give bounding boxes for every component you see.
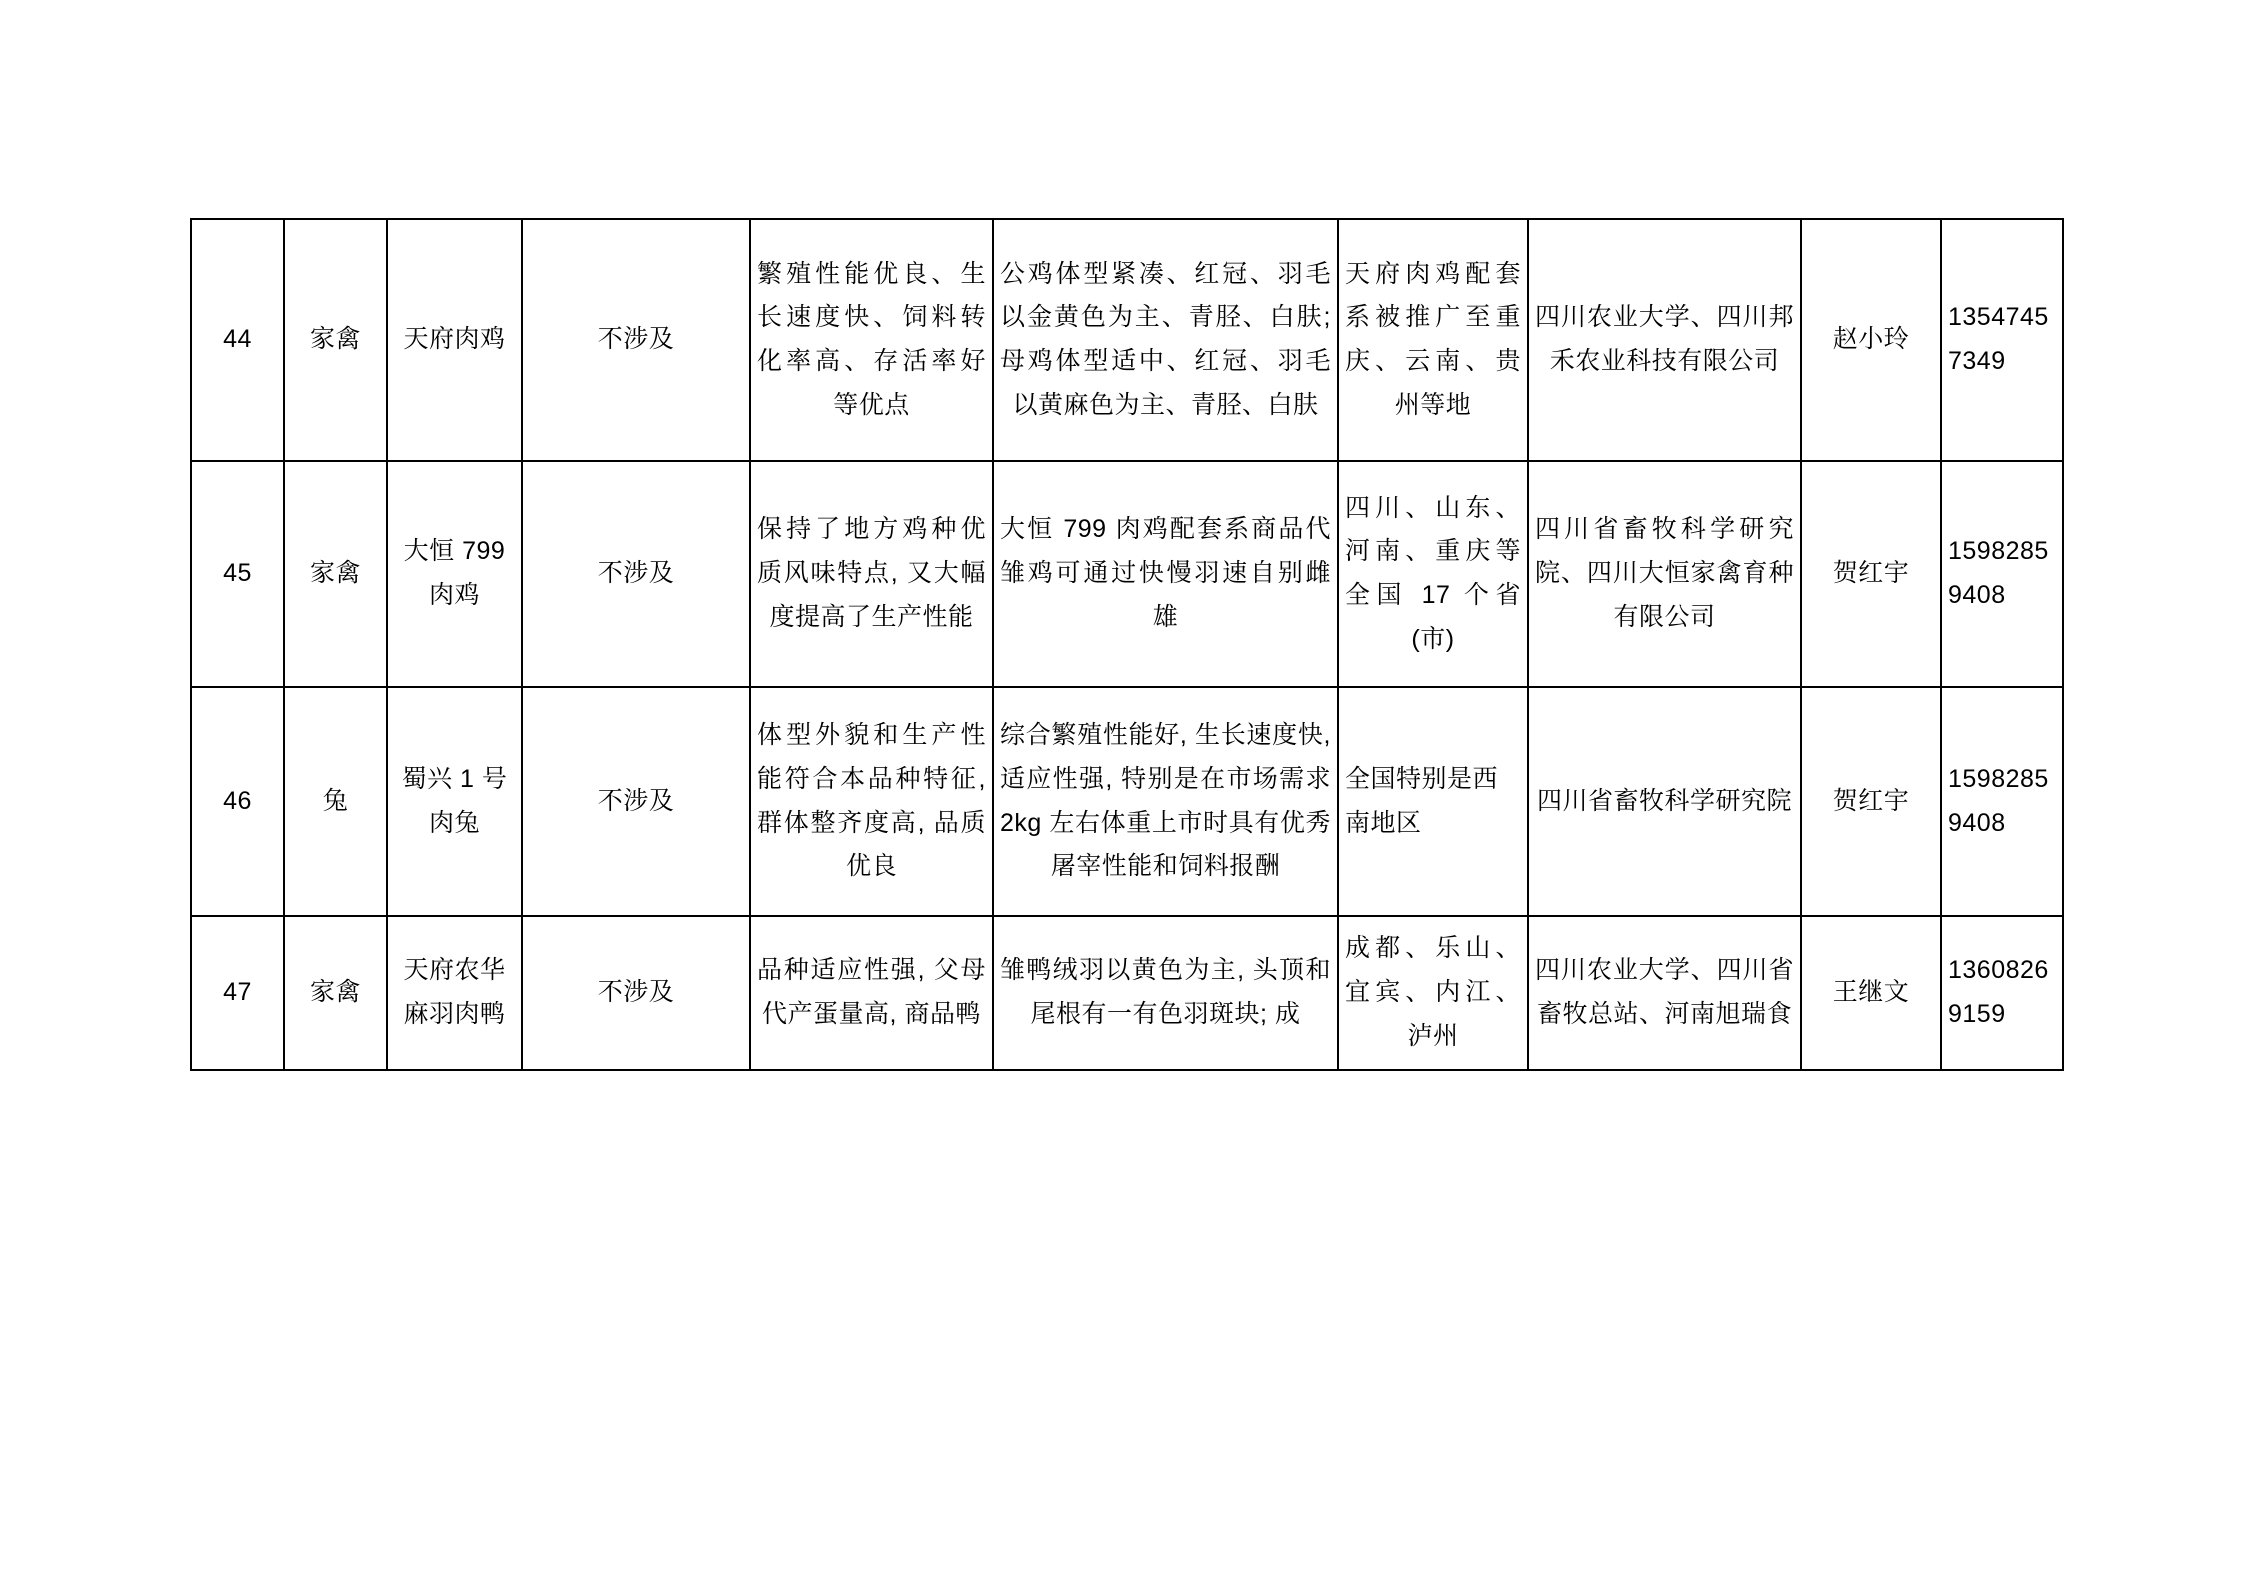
table-row bbox=[191, 219, 2063, 461]
table-row bbox=[191, 916, 2063, 1070]
cell-involve: 不涉及 bbox=[522, 916, 750, 1070]
cell-phone: 15982859408 bbox=[1941, 687, 2063, 916]
cell-contact: 贺红宇 bbox=[1801, 687, 1941, 916]
breed-table bbox=[190, 218, 2064, 1071]
cell-organization: 四川省畜牧科学研究院、四川大恒家禽育种有限公司 bbox=[1528, 461, 1801, 687]
cell-region: 成都、乐山、宜宾、内江、泸州 bbox=[1338, 916, 1528, 1070]
cell-involve: 不涉及 bbox=[522, 461, 750, 687]
cell-region: 全国特别是西南地区 bbox=[1338, 687, 1528, 916]
cell-category: 兔 bbox=[284, 687, 387, 916]
cell-category: 家禽 bbox=[284, 219, 387, 461]
cell-index: 47 bbox=[191, 916, 284, 1070]
cell-contact: 赵小玲 bbox=[1801, 219, 1941, 461]
cell-region: 四川、山东、河南、重庆等全国 17 个省(市) bbox=[1338, 461, 1528, 687]
cell-index: 44 bbox=[191, 219, 284, 461]
cell-description: 公鸡体型紧凑、红冠、羽毛以金黄色为主、青胫、白肤;母鸡体型适中、红冠、羽毛以黄麻色为主、青胫、白肤 bbox=[993, 219, 1338, 461]
cell-involve: 不涉及 bbox=[522, 219, 750, 461]
cell-organization: 四川农业大学、四川省畜牧总站、河南旭瑞食 bbox=[1528, 916, 1801, 1070]
cell-phone: 13608269159 bbox=[1941, 916, 2063, 1070]
cell-description: 综合繁殖性能好, 生长速度快, 适应性强, 特别是在市场需求 2kg 左右体重上市时具有优秀屠宰性能和饲料报酬 bbox=[993, 687, 1338, 916]
cell-name: 大恒 799 肉鸡 bbox=[387, 461, 522, 687]
cell-index: 45 bbox=[191, 461, 284, 687]
cell-feature: 繁殖性能优良、生长速度快、饲料转化率高、存活率好等优点 bbox=[750, 219, 993, 461]
cell-category: 家禽 bbox=[284, 461, 387, 687]
cell-region: 天府肉鸡配套系被推广至重庆、云南、贵州等地 bbox=[1338, 219, 1528, 461]
table-row bbox=[191, 687, 2063, 916]
cell-feature: 品种适应性强, 父母代产蛋量高, 商品鸭 bbox=[750, 916, 993, 1070]
cell-organization: 四川省畜牧科学研究院 bbox=[1528, 687, 1801, 916]
cell-feature: 体型外貌和生产性能符合本品种特征, 群体整齐度高, 品质优良 bbox=[750, 687, 993, 916]
cell-feature: 保持了地方鸡种优质风味特点, 又大幅度提高了生产性能 bbox=[750, 461, 993, 687]
cell-phone: 15982859408 bbox=[1941, 461, 2063, 687]
cell-category: 家禽 bbox=[284, 916, 387, 1070]
cell-contact: 贺红宇 bbox=[1801, 461, 1941, 687]
cell-phone: 13547457349 bbox=[1941, 219, 2063, 461]
cell-name: 蜀兴 1 号肉兔 bbox=[387, 687, 522, 916]
cell-index: 46 bbox=[191, 687, 284, 916]
cell-involve: 不涉及 bbox=[522, 687, 750, 916]
cell-name: 天府肉鸡 bbox=[387, 219, 522, 461]
cell-name: 天府农华麻羽肉鸭 bbox=[387, 916, 522, 1070]
table-row bbox=[191, 461, 2063, 687]
cell-description: 雏鸭绒羽以黄色为主, 头顶和尾根有一有色羽斑块; 成 bbox=[993, 916, 1338, 1070]
cell-organization: 四川农业大学、四川邦禾农业科技有限公司 bbox=[1528, 219, 1801, 461]
cell-contact: 王继文 bbox=[1801, 916, 1941, 1070]
cell-description: 大恒 799 肉鸡配套系商品代雏鸡可通过快慢羽速自别雌雄 bbox=[993, 461, 1338, 687]
